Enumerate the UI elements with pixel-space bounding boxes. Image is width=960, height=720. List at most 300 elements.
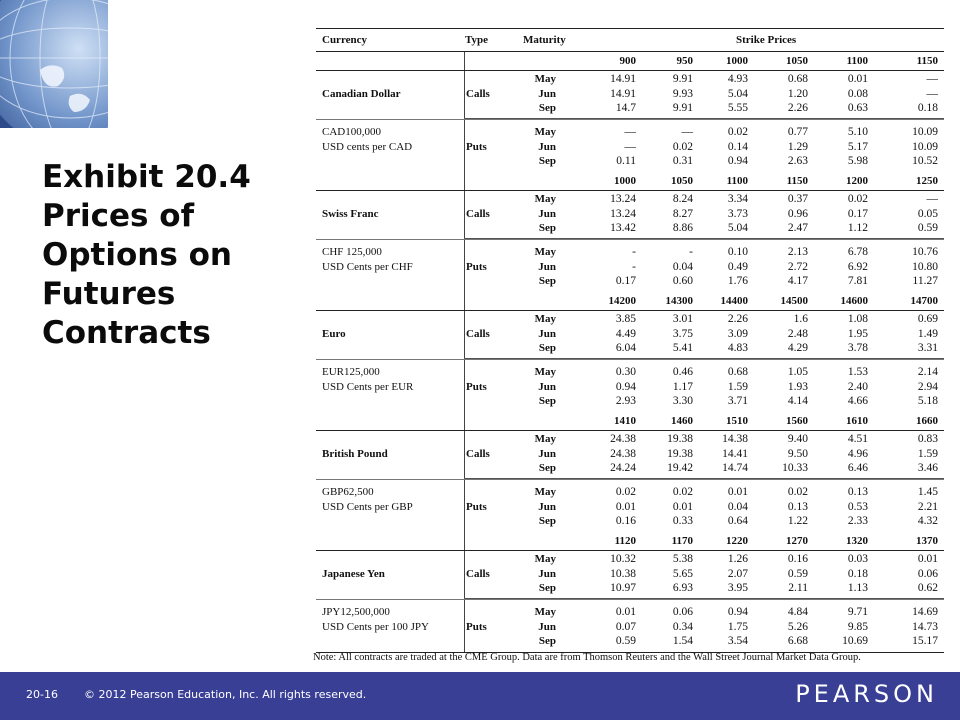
quote-unit: USD Cents per 100 JPY: [322, 621, 429, 633]
price-cell: 5.26: [787, 620, 808, 633]
column-divider: [464, 120, 465, 172]
price-cell: 0.59: [917, 222, 938, 234]
price-cell: 3.71: [727, 395, 748, 407]
price-cell: 7.81: [847, 275, 868, 287]
price-cell: 5.10: [847, 126, 868, 138]
option-type: Calls: [466, 208, 490, 220]
price-cell: -: [632, 260, 636, 273]
currency-block: [316, 532, 944, 652]
title-line: Exhibit 20.4: [42, 159, 251, 195]
strike-price: 1460: [671, 415, 693, 427]
price-cell: 5.38: [672, 553, 693, 565]
contract-size: CHF 125,000: [322, 246, 382, 258]
maturity-label: May: [534, 193, 556, 205]
price-cell: 4.29: [787, 342, 808, 354]
price-cell: 9.93: [672, 87, 693, 100]
price-cell: 0.17: [847, 207, 868, 220]
price-cell: 0.01: [615, 606, 636, 618]
price-cell: 1.6: [793, 313, 808, 325]
maturity-label: May: [534, 73, 556, 85]
price-cell: 2.13: [787, 246, 808, 258]
price-cell: 4.93: [727, 73, 748, 85]
title-line: Prices of: [42, 198, 195, 234]
price-cell: 10.38: [610, 567, 636, 580]
price-cell: 9.40: [787, 433, 808, 445]
price-cell: 10.97: [610, 582, 636, 594]
price-cell: 0.53: [847, 500, 868, 513]
maturity-label: May: [534, 433, 556, 445]
header-strike-prices: Strike Prices: [736, 34, 797, 46]
price-cell: 24.38: [610, 447, 636, 460]
price-cell: —: [681, 126, 693, 138]
strike-price: 1250: [916, 175, 938, 187]
price-cell: 5.18: [917, 395, 938, 407]
price-cell: 14.69: [912, 606, 938, 618]
header-maturity: Maturity: [523, 34, 566, 46]
price-cell: 9.91: [672, 102, 693, 114]
price-cell: 14.73: [912, 620, 938, 633]
calls-subsection: [316, 551, 944, 600]
column-divider: [464, 551, 465, 599]
price-cell: 19.38: [667, 433, 693, 445]
option-type: Puts: [466, 261, 487, 273]
price-cell: 1.05: [787, 366, 808, 378]
title-line: Futures: [42, 276, 176, 312]
pearson-logo: PEARSON: [795, 680, 938, 708]
price-cell: 2.07: [727, 567, 748, 580]
column-divider: [464, 311, 465, 359]
column-divider: [464, 600, 465, 652]
price-cell: 14.38: [722, 433, 748, 445]
price-cell: 0.96: [787, 207, 808, 220]
price-cell: 4.83: [727, 342, 748, 354]
price-cell: 19.42: [667, 462, 693, 474]
maturity-label: Jun: [538, 327, 556, 340]
maturity-label: Sep: [538, 275, 556, 287]
currency-block: [316, 172, 944, 292]
price-cell: 3.46: [917, 462, 938, 474]
price-cell: 6.92: [847, 260, 868, 273]
slide-title: [42, 158, 282, 353]
price-cell: 0.04: [672, 260, 693, 273]
price-cell: 2.94: [917, 380, 938, 393]
price-cell: 2.21: [917, 500, 938, 513]
price-cell: 0.04: [727, 500, 748, 513]
maturity-label: Jun: [538, 620, 556, 633]
option-type: Calls: [466, 448, 490, 460]
price-cell: 0.49: [727, 260, 748, 273]
maturity-label: Sep: [538, 342, 556, 354]
strike-price: 1270: [786, 535, 808, 547]
price-cell: 0.68: [787, 73, 808, 85]
price-cell: 0.34: [672, 620, 693, 633]
price-cell: 14.91: [610, 73, 636, 85]
price-cell: 3.09: [727, 327, 748, 340]
price-cell: 1.59: [917, 447, 938, 460]
price-cell: 6.78: [847, 246, 868, 258]
maturity-label: Sep: [538, 635, 556, 647]
column-divider: [464, 480, 465, 532]
price-cell: 0.46: [672, 366, 693, 378]
price-cell: —: [926, 73, 938, 85]
price-cell: 0.60: [672, 275, 693, 287]
price-cell: 2.11: [788, 582, 808, 594]
column-divider: [464, 292, 465, 310]
price-cell: 0.02: [672, 140, 693, 153]
price-cell: 1.17: [672, 380, 693, 393]
price-cell: 0.02: [727, 126, 748, 138]
maturity-label: May: [534, 126, 556, 138]
strike-row: [316, 172, 944, 191]
maturity-label: May: [534, 606, 556, 618]
price-cell: 8.27: [672, 207, 693, 220]
row-rule: [464, 358, 944, 359]
strike-price: 1220: [726, 535, 748, 547]
price-cell: 0.64: [727, 515, 748, 527]
puts-subsection: [316, 480, 944, 532]
calls-subsection: [316, 191, 944, 240]
price-cell: 14.74: [722, 462, 748, 474]
price-cell: 0.13: [787, 500, 808, 513]
price-cell: 0.77: [787, 126, 808, 138]
price-cell: 0.31: [672, 155, 693, 167]
price-cell: 1.95: [847, 327, 868, 340]
price-cell: 1.53: [847, 366, 868, 378]
price-cell: 2.72: [787, 260, 808, 273]
price-cell: 0.11: [616, 155, 636, 167]
price-cell: 3.31: [917, 342, 938, 354]
strike-price: 14600: [840, 295, 868, 307]
column-divider: [464, 412, 465, 430]
price-cell: 9.85: [847, 620, 868, 633]
price-cell: 2.33: [847, 515, 868, 527]
currency-block: [316, 292, 944, 412]
price-cell: 9.91: [672, 73, 693, 85]
quote-unit: USD cents per CAD: [322, 141, 413, 153]
price-cell: 0.18: [847, 567, 868, 580]
price-cell: 2.47: [787, 222, 808, 234]
currency-name: Japanese Yen: [322, 568, 385, 580]
price-cell: 0.59: [615, 635, 636, 647]
quote-unit: USD Cents per GBP: [322, 501, 413, 513]
maturity-label: Jun: [538, 207, 556, 220]
price-cell: 1.20: [787, 87, 808, 100]
price-cell: 2.48: [787, 327, 808, 340]
price-cell: 0.59: [787, 567, 808, 580]
calls-subsection: [316, 71, 944, 120]
price-cell: 0.63: [847, 102, 868, 114]
maturity-label: Sep: [538, 395, 556, 407]
price-cell: 2.93: [615, 395, 636, 407]
price-cell: 14.41: [722, 447, 748, 460]
strike-price: 1510: [726, 415, 748, 427]
price-cell: 10.32: [610, 553, 636, 565]
options-prices-table: [316, 28, 944, 653]
currency-name: Euro: [322, 328, 346, 340]
header-type: Type: [465, 34, 489, 46]
price-cell: 3.01: [672, 313, 693, 325]
maturity-label: Jun: [538, 260, 556, 273]
option-type: Calls: [466, 88, 490, 100]
price-cell: 13.24: [610, 207, 636, 220]
price-cell: 10.69: [842, 635, 868, 647]
price-cell: —: [926, 193, 938, 205]
maturity-label: Sep: [538, 222, 556, 234]
strike-row: [316, 532, 944, 551]
column-divider: [464, 71, 465, 119]
price-cell: 4.51: [847, 433, 868, 445]
price-cell: 3.30: [672, 395, 693, 407]
maturity-label: Sep: [538, 515, 556, 527]
price-cell: 15.17: [912, 635, 938, 647]
price-cell: 1.22: [787, 515, 808, 527]
price-cell: 10.52: [912, 155, 938, 167]
globe-graphic-icon: [0, 0, 108, 128]
price-cell: 24.24: [610, 462, 636, 474]
title-line: Contracts: [42, 315, 211, 351]
currency-name: British Pound: [322, 448, 388, 460]
contract-size: JPY12,500,000: [322, 606, 390, 618]
price-cell: 4.14: [787, 395, 808, 407]
maturity-label: Jun: [538, 500, 556, 513]
slide-number: 20-16: [26, 688, 58, 701]
price-cell: 5.04: [727, 222, 748, 234]
strike-price: 1100: [726, 175, 748, 187]
strike-price: 14400: [720, 295, 748, 307]
price-cell: 5.65: [672, 567, 693, 580]
price-cell: 5.04: [727, 87, 748, 100]
strike-row: [316, 292, 944, 311]
price-cell: 1.29: [787, 140, 808, 153]
price-cell: 1.13: [847, 582, 868, 594]
strike-price: 14300: [665, 295, 693, 307]
price-cell: 0.69: [917, 313, 938, 325]
strike-row: [316, 52, 944, 71]
price-cell: 1.93: [787, 380, 808, 393]
price-cell: 6.68: [787, 635, 808, 647]
option-type: Puts: [466, 141, 487, 153]
strike-row: [316, 412, 944, 431]
price-cell: 1.54: [672, 635, 693, 647]
price-cell: 2.63: [787, 155, 808, 167]
price-cell: 0.02: [787, 486, 808, 498]
title-line: Options on: [42, 237, 232, 273]
maturity-label: Sep: [538, 155, 556, 167]
price-cell: 1.08: [847, 313, 868, 325]
price-cell: 0.94: [615, 380, 636, 393]
strike-price: 1200: [846, 175, 868, 187]
price-cell: 0.01: [615, 500, 636, 513]
price-cell: 0.08: [847, 87, 868, 100]
strike-price: 14200: [608, 295, 636, 307]
column-divider: [464, 191, 465, 239]
price-cell: 11.27: [912, 275, 938, 287]
price-cell: 1.59: [727, 380, 748, 393]
price-cell: —: [926, 87, 938, 100]
quote-unit: USD Cents per CHF: [322, 261, 413, 273]
price-cell: 4.96: [847, 447, 868, 460]
price-cell: 6.04: [615, 342, 636, 354]
row-rule: [464, 478, 944, 479]
column-divider: [464, 52, 465, 70]
price-cell: 4.66: [847, 395, 868, 407]
maturity-label: Jun: [538, 87, 556, 100]
price-cell: 0.10: [727, 246, 748, 258]
option-type: Puts: [466, 621, 487, 633]
strike-price: 1610: [846, 415, 868, 427]
maturity-label: Sep: [538, 102, 556, 114]
contract-size: CAD100,000: [322, 126, 381, 138]
price-cell: 0.13: [847, 486, 868, 498]
column-divider: [464, 360, 465, 412]
price-cell: 5.98: [847, 155, 868, 167]
price-cell: 0.03: [847, 553, 868, 565]
price-cell: 0.17: [615, 275, 636, 287]
option-type: Puts: [466, 381, 487, 393]
quote-unit: USD Cents per EUR: [322, 381, 414, 393]
price-cell: 0.62: [917, 582, 938, 594]
price-cell: 5.17: [847, 140, 868, 153]
price-cell: 2.26: [727, 313, 748, 325]
price-cell: 0.33: [672, 515, 693, 527]
footer-bar: [0, 672, 960, 720]
strike-price: 900: [619, 55, 636, 67]
strike-price: 14500: [780, 295, 808, 307]
price-cell: 0.16: [615, 515, 636, 527]
strike-price: 1120: [614, 535, 636, 547]
price-cell: —: [624, 126, 636, 138]
maturity-label: Jun: [538, 380, 556, 393]
price-cell: 0.94: [727, 155, 748, 167]
price-cell: 0.30: [615, 366, 636, 378]
price-cell: 4.17: [787, 275, 808, 287]
row-rule: [464, 238, 944, 239]
price-cell: 0.68: [727, 366, 748, 378]
currency-block: [316, 52, 944, 172]
price-cell: 1.49: [917, 327, 938, 340]
price-cell: 9.50: [787, 447, 808, 460]
price-cell: 10.09: [912, 140, 938, 153]
price-cell: 0.02: [847, 193, 868, 205]
strike-price: 950: [676, 55, 693, 67]
price-cell: 0.83: [917, 433, 938, 445]
strike-price: 1170: [671, 535, 693, 547]
price-cell: 1.45: [917, 486, 938, 498]
price-cell: 14.7: [615, 102, 636, 114]
price-cell: 0.14: [727, 140, 748, 153]
price-cell: 4.32: [917, 515, 938, 527]
strike-price: 1150: [786, 175, 808, 187]
contract-size: GBP62,500: [322, 486, 374, 498]
price-cell: 24.38: [610, 433, 636, 445]
puts-subsection: [316, 600, 944, 652]
maturity-label: May: [534, 553, 556, 565]
maturity-label: Sep: [538, 582, 556, 594]
price-cell: -: [689, 246, 693, 258]
header-currency: Currency: [322, 34, 368, 46]
price-cell: 6.46: [847, 462, 868, 474]
strike-price: 1370: [916, 535, 938, 547]
column-divider: [464, 240, 465, 292]
strike-price: 1150: [916, 55, 938, 67]
price-cell: 0.02: [672, 486, 693, 498]
price-cell: 8.24: [672, 193, 693, 205]
price-cell: 0.01: [917, 553, 938, 565]
strike-price: 1410: [614, 415, 636, 427]
price-cell: 2.14: [917, 366, 938, 378]
price-cell: 3.73: [727, 207, 748, 220]
column-divider: [464, 172, 465, 190]
row-rule: [464, 598, 944, 599]
price-cell: -: [632, 246, 636, 258]
price-cell: 0.06: [917, 567, 938, 580]
maturity-label: Jun: [538, 567, 556, 580]
price-cell: 1.75: [727, 620, 748, 633]
strike-price: 1050: [671, 175, 693, 187]
column-divider: [464, 431, 465, 479]
price-cell: 0.05: [917, 207, 938, 220]
maturity-label: May: [534, 366, 556, 378]
price-cell: 4.84: [787, 606, 808, 618]
maturity-label: May: [534, 486, 556, 498]
price-cell: 10.33: [782, 462, 808, 474]
maturity-label: Sep: [538, 462, 556, 474]
price-cell: 2.26: [787, 102, 808, 114]
strike-price: 1320: [846, 535, 868, 547]
maturity-label: Jun: [538, 140, 556, 153]
price-cell: 0.37: [787, 193, 808, 205]
price-cell: 3.85: [615, 313, 636, 325]
price-cell: 0.94: [727, 606, 748, 618]
table-note: Note: All contracts are traded at the CME Group. Data are from Thomson Reuters and the Wall Street Journal Market Data Group.: [313, 652, 861, 663]
price-cell: 1.76: [727, 275, 748, 287]
option-type: Calls: [466, 568, 490, 580]
price-cell: 13.24: [610, 193, 636, 205]
row-rule: [464, 118, 944, 119]
price-cell: 14.91: [610, 87, 636, 100]
maturity-label: Jun: [538, 447, 556, 460]
puts-subsection: [316, 120, 944, 172]
strike-price: 1660: [916, 415, 938, 427]
price-cell: 2.40: [847, 380, 868, 393]
price-cell: 0.16: [787, 553, 808, 565]
price-cell: 3.78: [847, 342, 868, 354]
copyright-text: © 2012 Pearson Education, Inc. All rights reserved.: [84, 688, 367, 701]
option-type: Calls: [466, 328, 490, 340]
price-cell: 0.01: [847, 73, 868, 85]
price-cell: 1.12: [847, 222, 868, 234]
column-divider: [464, 532, 465, 550]
strike-price: 1100: [846, 55, 868, 67]
price-cell: 10.80: [912, 260, 938, 273]
strike-price: 1560: [786, 415, 808, 427]
contract-size: EUR125,000: [322, 366, 380, 378]
price-cell: 3.34: [727, 193, 748, 205]
currency-name: Swiss Franc: [322, 208, 379, 220]
price-cell: 5.41: [672, 342, 693, 354]
puts-subsection: [316, 240, 944, 292]
table-header: [316, 28, 944, 52]
calls-subsection: [316, 431, 944, 480]
price-cell: 3.54: [727, 635, 748, 647]
maturity-label: May: [534, 313, 556, 325]
price-cell: 1.26: [727, 553, 748, 565]
price-cell: 0.01: [727, 486, 748, 498]
currency-block: [316, 412, 944, 532]
price-cell: 5.55: [727, 102, 748, 114]
price-cell: 0.06: [672, 606, 693, 618]
price-cell: 3.75: [672, 327, 693, 340]
